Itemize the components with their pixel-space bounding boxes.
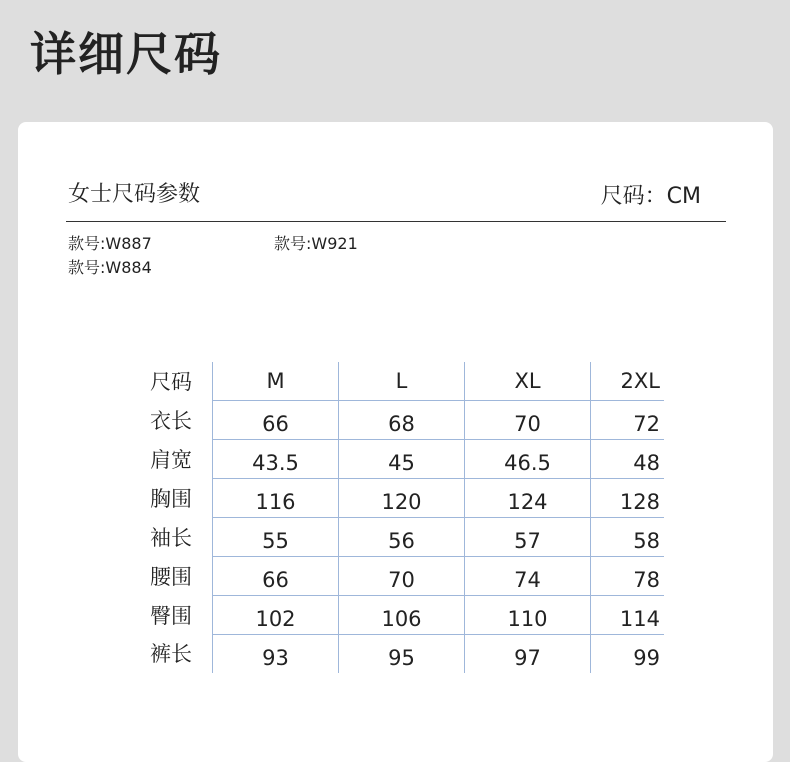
table-cell: 124 xyxy=(465,478,591,517)
table-cell: 68 xyxy=(339,400,465,439)
table-cell: 43.5 xyxy=(213,439,339,478)
table-row xyxy=(146,595,664,634)
size-header-2xl: 2XL xyxy=(591,362,665,400)
table-cell: 95 xyxy=(339,634,465,673)
table-cell: 99 xyxy=(633,645,660,670)
row-label: 袖长 xyxy=(146,517,213,556)
table-row xyxy=(146,517,664,556)
table-cell: 46.5 xyxy=(465,439,591,478)
size-chart-title: 女士尺码参数 xyxy=(68,182,201,207)
row-label: 裤长 xyxy=(146,634,213,673)
size-chart-card xyxy=(18,122,773,762)
table-row xyxy=(146,400,664,439)
table-cell: 102 xyxy=(213,595,339,634)
table-cell: 114 xyxy=(591,595,665,634)
size-header-corner: 尺码 xyxy=(146,362,213,400)
table-cell: 97 xyxy=(465,634,591,673)
size-table xyxy=(146,362,664,673)
row-label: 臀围 xyxy=(146,595,213,634)
page-title: 详细尺码 xyxy=(30,27,222,81)
table-cell: 116 xyxy=(213,478,339,517)
table-cell: 120 xyxy=(339,478,465,517)
style-number-w887: 款号:W887 xyxy=(68,234,152,253)
table-cell: 58 xyxy=(591,517,665,556)
table-cell: 66 xyxy=(213,556,339,595)
table-row xyxy=(146,439,664,478)
table-row xyxy=(146,556,664,595)
table-cell: 55 xyxy=(213,517,339,556)
table-cell: 70 xyxy=(339,556,465,595)
table-cell: 78 xyxy=(591,556,665,595)
table-cell: 74 xyxy=(465,556,591,595)
table-cell: 56 xyxy=(339,517,465,556)
table-cell: 48 xyxy=(591,439,665,478)
size-header-m: M xyxy=(213,362,339,400)
row-label: 肩宽 xyxy=(146,439,213,478)
unit-label: 尺码：CM xyxy=(600,184,701,209)
row-label: 衣长 xyxy=(146,400,213,439)
row-label: 胸围 xyxy=(146,478,213,517)
table-cell: 70 xyxy=(465,400,591,439)
table-cell: 72 xyxy=(591,400,665,439)
table-cell: 57 xyxy=(465,517,591,556)
title-divider xyxy=(66,221,726,222)
size-header-l: L xyxy=(339,362,465,400)
table-row xyxy=(146,478,664,517)
style-number-w921: 款号:W921 xyxy=(274,234,358,253)
table-cell: 66 xyxy=(213,400,339,439)
size-header-row xyxy=(146,362,664,400)
style-number-w884: 款号:W884 xyxy=(68,258,152,277)
table-row xyxy=(146,634,664,673)
size-header-xl: XL xyxy=(465,362,591,400)
table-cell: 106 xyxy=(339,595,465,634)
table-cell: 128 xyxy=(591,478,665,517)
table-cell: 110 xyxy=(465,595,591,634)
row-label: 腰围 xyxy=(146,556,213,595)
table-cell: 45 xyxy=(339,439,465,478)
table-cell: 93 xyxy=(213,634,339,673)
